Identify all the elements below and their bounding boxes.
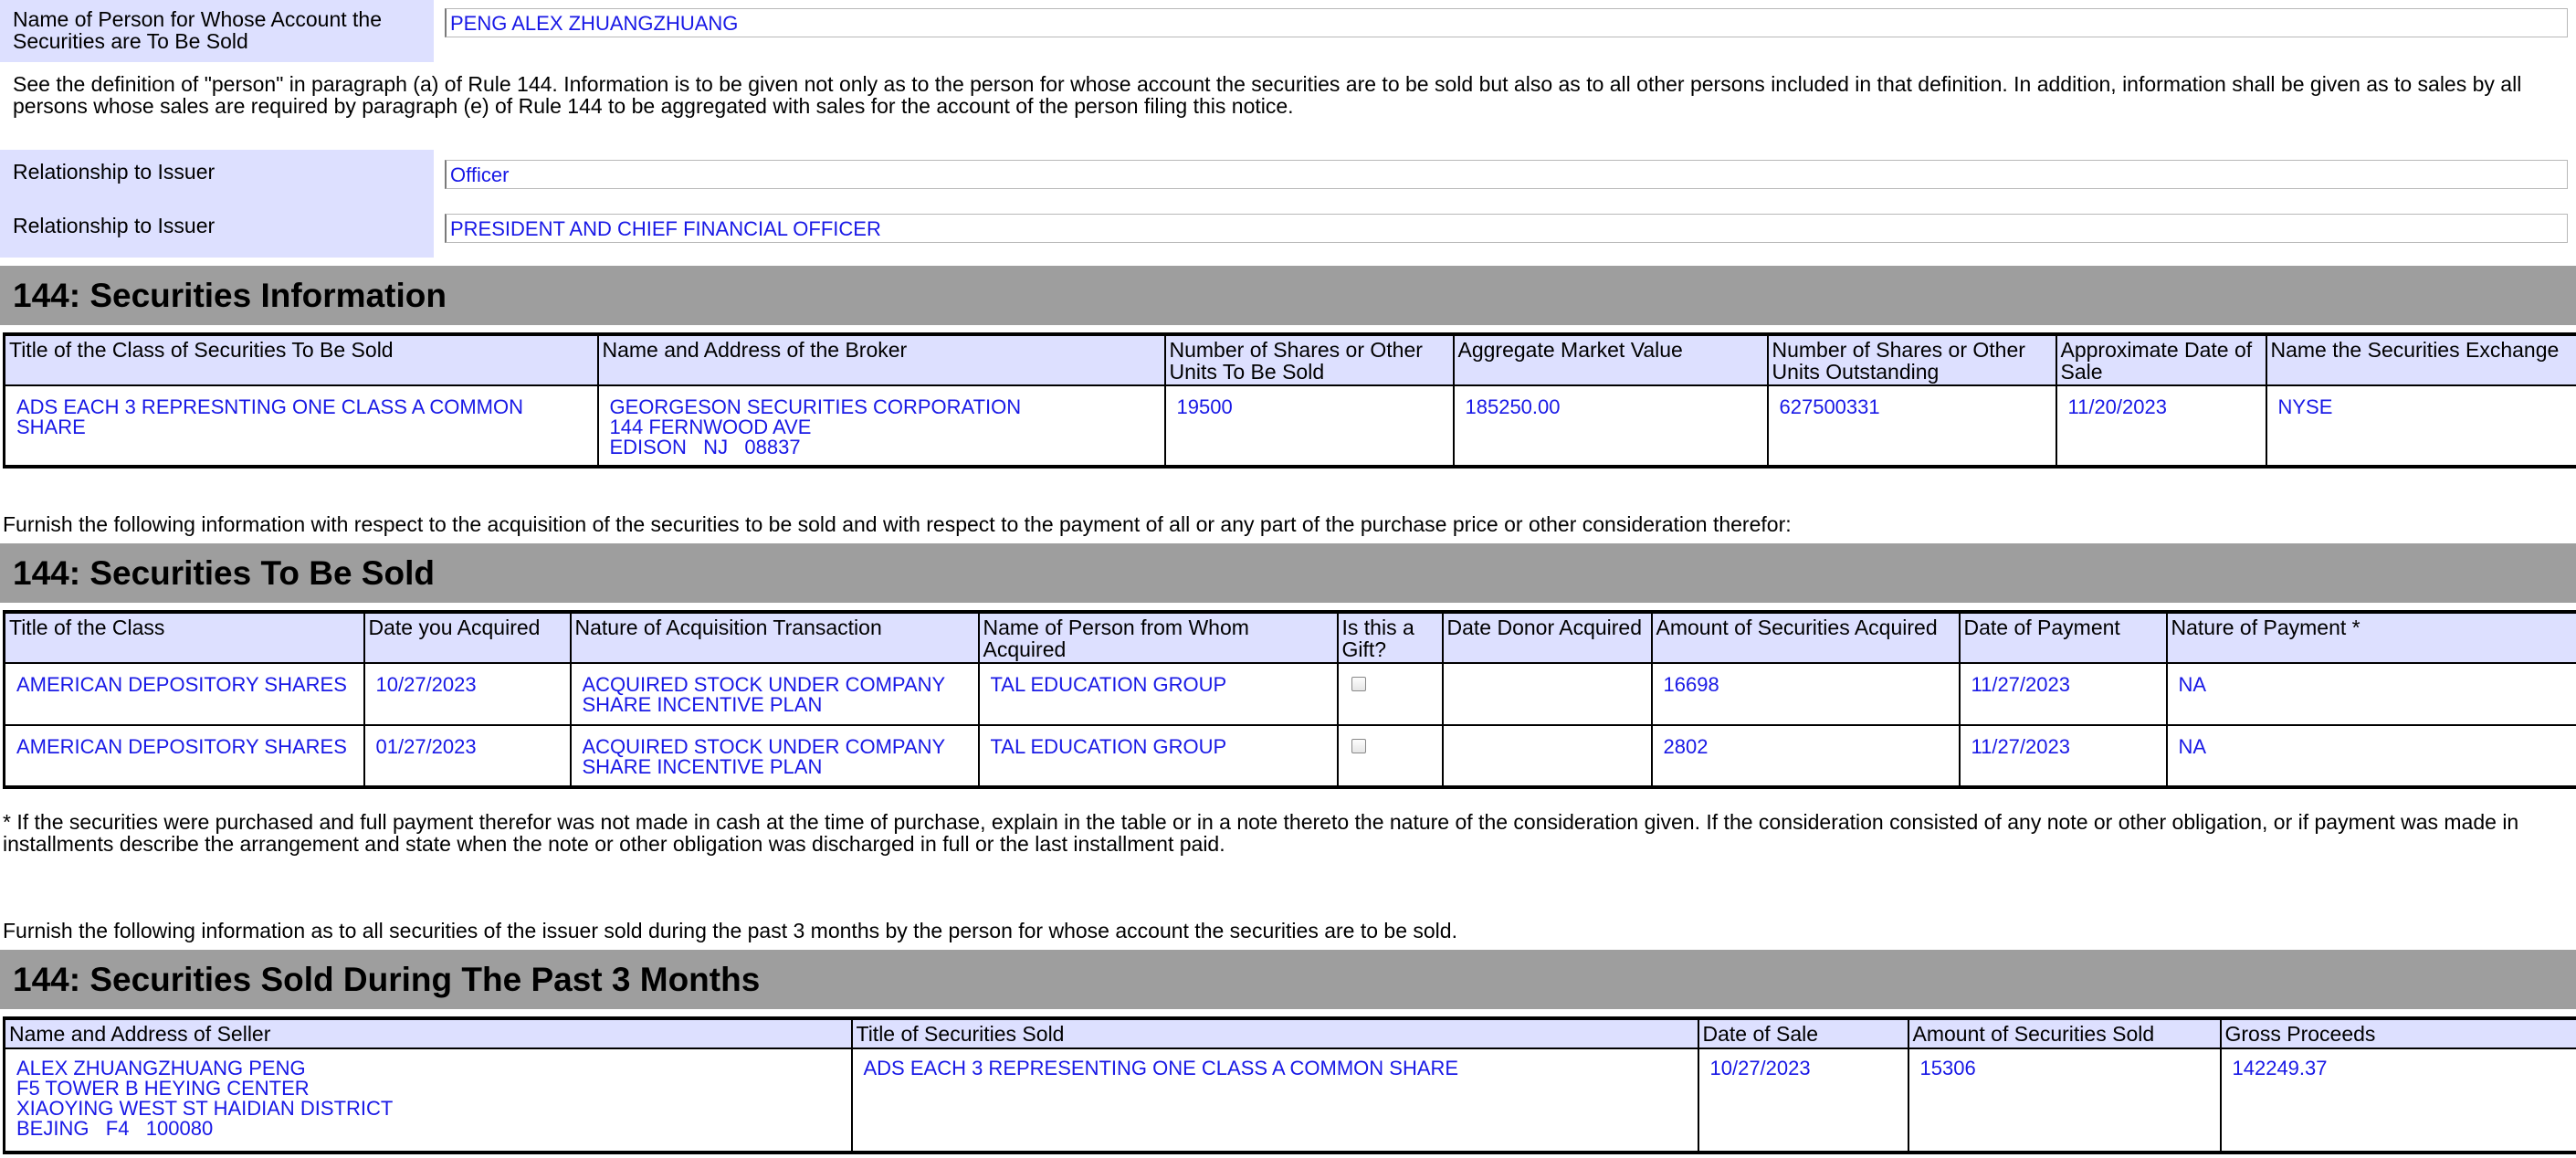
column-header: Name of Person from Whom Acquired (979, 612, 1338, 663)
seller-address-line: BEJING F4 100080 (16, 1117, 214, 1140)
seller-address-line: XIAOYING WEST ST HAIDIAN DISTRICT (16, 1097, 394, 1120)
relationship-label-2: Relationship to Issuer (13, 214, 216, 237)
person-label: Name of Person for Whose Account the Securities are To Be Sold (13, 7, 382, 53)
relationship-field-1[interactable] (445, 160, 2568, 189)
seller-address-line: F5 TOWER B HEYING CENTER (16, 1077, 310, 1100)
broker-name: GEORGESON SECURITIES CORPORATION (609, 395, 1022, 418)
securities-to-be-sold-table (3, 610, 2576, 789)
column-header: Amount of Securities Sold (1908, 1018, 2221, 1048)
shares-outstanding-cell: 627500331 (1768, 385, 2056, 467)
payment-date-cell: 11/27/2023 (1960, 725, 2167, 787)
securities-title-cell: ADS EACH 3 REPRESENTING ONE CLASS A COMMON SHARE (852, 1048, 1698, 1153)
payment-date-cell: 11/27/2023 (1960, 663, 2167, 725)
section-title: 144: Securities Information (13, 277, 447, 314)
securities-sold-past-header (0, 950, 2576, 1009)
shares-to-sell-cell: 19500 (1165, 385, 1454, 467)
relationship-value-1: Officer (450, 163, 510, 186)
acquired-from-cell: TAL EDUCATION GROUP (979, 725, 1338, 787)
column-header: Name the Securities Exchange (2266, 334, 2576, 385)
column-header: Date of Sale (1698, 1018, 1908, 1048)
date-acquired-cell: 01/27/2023 (364, 725, 571, 787)
relationship-field-2[interactable] (445, 214, 2568, 243)
column-header: Nature of Payment * (2167, 612, 2576, 663)
payment-footnote: * If the securities were purchased and full payment therefor was not made in cash at the time of purchase, explain in the table or in a note thereto the nature of the consideration given. If the consideration consisted of any note or other obligation, or if payment was made in installments describe the arrangement and state when the note or other obligation was discharged in full or the last installment paid. (3, 810, 2519, 856)
table-row (5, 1048, 2576, 1153)
acquisition-instructions: Furnish the following information with respect to the acquisition of the securities to be sold and with respect to the payment of all or any part of the purchase price or other consideration therefor: (3, 512, 1792, 536)
gift-cell (1338, 725, 1443, 787)
donor-date-cell (1443, 663, 1652, 725)
acquisition-nature-cell: ACQUIRED STOCK UNDER COMPANY SHARE INCENTIVE PLAN (571, 725, 979, 787)
gift-cell (1338, 663, 1443, 725)
payment-nature-cell: NA (2167, 725, 2576, 787)
relationship-label-1: Relationship to Issuer (13, 160, 216, 184)
amount-acquired-cell: 16698 (1652, 663, 1960, 725)
class-title-cell: AMERICAN DEPOSITORY SHARES (5, 663, 364, 725)
column-header: Amount of Securities Acquired (1652, 612, 1960, 663)
person-label-cell (0, 0, 434, 62)
gift-checkbox[interactable] (1351, 677, 1366, 691)
column-header: Nature of Acquisition Transaction (571, 612, 979, 663)
gift-checkbox[interactable] (1351, 739, 1366, 753)
seller-name: ALEX ZHUANGZHUANG PENG (16, 1057, 306, 1079)
section-title: 144: Securities Sold During The Past 3 Months (13, 961, 761, 998)
class-title-cell: ADS EACH 3 REPRESNTING ONE CLASS A COMMON SHARE (5, 385, 598, 467)
securities-sold-past-table (3, 1016, 2576, 1154)
column-header: Date Donor Acquired (1443, 612, 1652, 663)
payment-nature-cell: NA (2167, 663, 2576, 725)
broker-cell (598, 385, 1165, 467)
acquired-from-cell: TAL EDUCATION GROUP (979, 663, 1338, 725)
column-header: Number of Shares or Other Units Outstanding (1768, 334, 2056, 385)
sale-date-cell: 11/20/2023 (2056, 385, 2266, 467)
seller-cell (5, 1048, 852, 1153)
person-name-field[interactable] (445, 8, 2568, 37)
securities-information-header (0, 266, 2576, 325)
broker-city: EDISON NJ 08837 (609, 436, 801, 458)
table-row (5, 663, 2576, 725)
amount-sold-cell: 15306 (1908, 1048, 2221, 1153)
column-header: Name and Address of Seller (5, 1018, 852, 1048)
column-header: Name and Address of the Broker (598, 334, 1165, 385)
column-header: Date you Acquired (364, 612, 571, 663)
market-value-cell: 185250.00 (1454, 385, 1768, 467)
sale-date-cell: 10/27/2023 (1698, 1048, 1908, 1153)
exchange-cell: NYSE (2266, 385, 2576, 467)
relationship-value-2: PRESIDENT AND CHIEF FINANCIAL OFFICER (450, 217, 881, 240)
class-title-cell: AMERICAN DEPOSITORY SHARES (5, 725, 364, 787)
past-sales-instructions: Furnish the following information as to all securities of the issuer sold during the past 3 months by the person for whose account the securities are to be sold. (3, 919, 1457, 942)
section-title: 144: Securities To Be Sold (13, 554, 435, 592)
broker-street: 144 FERNWOOD AVE (609, 416, 812, 438)
table-row (5, 725, 2576, 787)
person-name-value: PENG ALEX ZHUANGZHUANG (450, 12, 739, 35)
amount-acquired-cell: 2802 (1652, 725, 1960, 787)
column-header: Title of the Class (5, 612, 364, 663)
securities-to-be-sold-header (0, 543, 2576, 603)
column-header: Date of Payment (1960, 612, 2167, 663)
person-definition-note: See the definition of "person" in paragraph (a) of Rule 144. Information is to be given not only as to the person for whose account the securities are to be sold but also as to all other persons included in that definition. In addition, information shall be given as to sales by all persons whose sales are required by paragraph (e) of Rule 144 to be aggregated with sales for the account of the person filing this notice. (13, 72, 2522, 118)
column-header: Is this a Gift? (1338, 612, 1443, 663)
column-header: Title of the Class of Securities To Be Sold (5, 334, 598, 385)
table-row (5, 385, 2576, 467)
column-header: Number of Shares or Other Units To Be Sold (1165, 334, 1454, 385)
date-acquired-cell: 10/27/2023 (364, 663, 571, 725)
relationship-label-cell (0, 150, 434, 258)
securities-information-table (3, 332, 2576, 468)
column-header: Aggregate Market Value (1454, 334, 1768, 385)
column-header: Title of Securities Sold (852, 1018, 1698, 1048)
column-header: Gross Proceeds (2221, 1018, 2576, 1048)
donor-date-cell (1443, 725, 1652, 787)
acquisition-nature-cell: ACQUIRED STOCK UNDER COMPANY SHARE INCENTIVE PLAN (571, 663, 979, 725)
column-header: Approximate Date of Sale (2056, 334, 2266, 385)
gross-proceeds-cell: 142249.37 (2221, 1048, 2576, 1153)
